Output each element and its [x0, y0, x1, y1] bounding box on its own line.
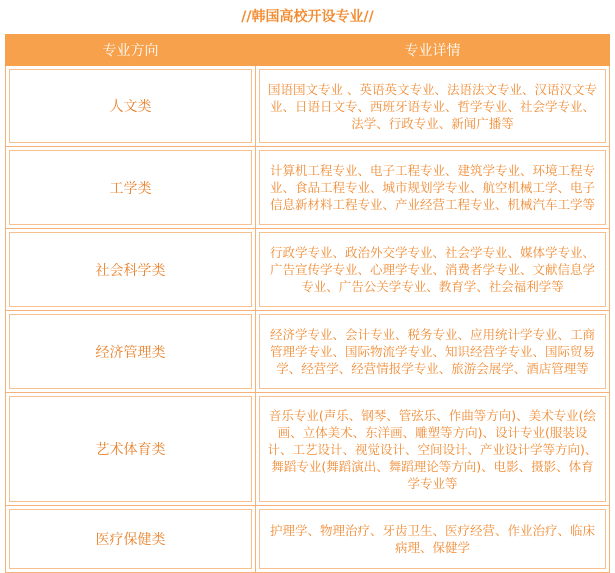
detail-cell: 计算机工程专业、电子工程专业、建筑学专业、环境工程专业、食品工程专业、城市规划学专业、航空机械工学、电子信息新材料工程专业、产业经营工程专业、机械汽车工学等	[259, 150, 606, 225]
majors-table	[5, 34, 610, 573]
category-cell: 工学类	[9, 150, 252, 225]
detail-cell: 护理学、物理治疗、牙齿卫生、医疗经营、作业治疗、临床病理、保健学	[259, 509, 606, 569]
detail-cell: 行政学专业、政治外交学专业、社会学专业、媒体学专业、广告宣传学专业、心理学专业、消费者学专业、文献信息学专业、广告公关学专业、教育学、社会福利学等	[259, 232, 606, 307]
table-row	[6, 311, 610, 393]
detail-cell: 经济学专业、会计专业、税务专业、应用统计学专业、工商管理学专业、国际物流学专业、知识经营学专业、国际贸易学、经营学、经营情报学专业、旅游会展学、酒店管理等	[259, 314, 606, 389]
page-title: //韩国高校开设专业//	[241, 9, 374, 25]
header-direction: 专业方向	[6, 35, 256, 66]
detail-cell: 音乐专业(声乐、钢琴、管弦乐、作曲等方向)、美术专业(绘画、立体美术、东洋画、雕塑等方向)、设计专业(服装设计、工艺设计、视觉设计、空间设计、产业设计学等方向)、舞蹈专业(舞蹈演出、舞蹈理论等方向)、电影、摄影、体育学专业等	[259, 396, 606, 502]
table-row	[6, 506, 610, 573]
category-cell: 社会科学类	[9, 232, 252, 307]
table-row	[6, 229, 610, 311]
category-cell: 人文类	[9, 69, 252, 143]
table-row	[6, 66, 610, 147]
detail-cell: 国语国文专业 、英语英文专业、法语法文专业、汉语汉文专业、日语日文专、西班牙语专业、哲学专业、社会学专业、法学、行政专业、新闻广播等	[259, 69, 606, 143]
table-row	[6, 147, 610, 229]
category-cell: 经济管理类	[9, 314, 252, 389]
table-header-row	[6, 35, 610, 66]
category-cell: 医疗保健类	[9, 509, 252, 569]
header-detail: 专业详情	[256, 35, 610, 66]
category-cell: 艺术体育类	[9, 396, 252, 502]
table-row	[6, 393, 610, 506]
